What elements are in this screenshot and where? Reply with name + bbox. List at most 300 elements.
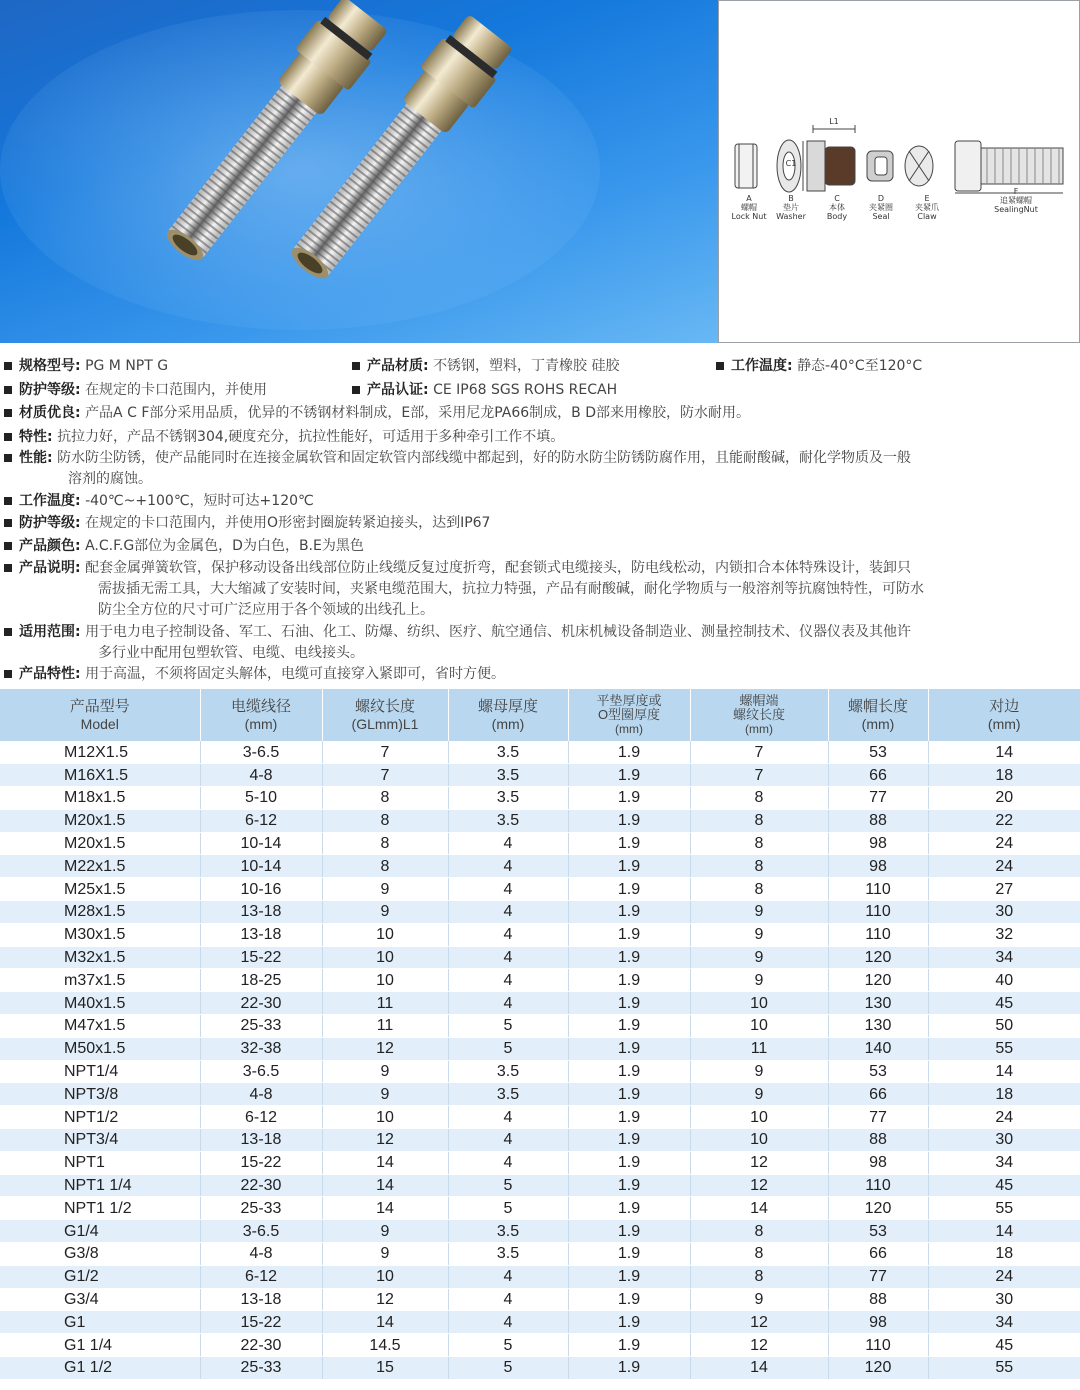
cell-model: M30x1.5 [0,923,200,946]
cell-washer-thickness: 1.9 [568,1106,690,1129]
cell-nut-thickness: 3.5 [448,1220,568,1243]
cell-nut-thickness: 4 [448,832,568,855]
cell-across-flats: 45 [928,1174,1080,1197]
th-washer-thickness: 平垫厚度或 O型圈厚度 (mm) [568,689,690,741]
table-row [0,1037,1080,1060]
bullet-icon [4,386,12,394]
cell-washer-thickness: 1.9 [568,1357,690,1380]
cell-cable-diameter: 32-38 [200,1037,322,1060]
bullet-icon [716,362,724,370]
cell-nut-thickness: 5 [448,1015,568,1038]
cell-washer-thickness: 1.9 [568,1037,690,1060]
th-model: 产品型号 Model [0,689,200,741]
table-row [0,1357,1080,1380]
cell-cap-length: 98 [828,1311,928,1334]
cell-washer-thickness: 1.9 [568,878,690,901]
cell-model: NPT1/2 [0,1106,200,1129]
cell-across-flats: 45 [928,1334,1080,1357]
table-row [0,1220,1080,1243]
table-row [0,878,1080,901]
cell-across-flats: 24 [928,1106,1080,1129]
table-row [0,1129,1080,1152]
th-thread-length: 螺纹长度 (GLmm)L1 [322,689,448,741]
cell-across-flats: 45 [928,992,1080,1015]
cell-thread-length: 12 [322,1129,448,1152]
cell-washer-thickness: 1.9 [568,1151,690,1174]
cell-cable-diameter: 10-14 [200,855,322,878]
cell-nut-thickness: 5 [448,1174,568,1197]
cell-across-flats: 14 [928,1060,1080,1083]
table-row [0,764,1080,787]
cell-thread-length: 10 [322,923,448,946]
cable-gland-illustration [0,0,718,343]
cell-thread-length: 10 [322,946,448,969]
cell-thread-length: 9 [322,901,448,924]
part-label-c: C 本体 Body [826,194,848,221]
cell-thread-length: 9 [322,1060,448,1083]
cell-cap-length: 66 [828,764,928,787]
spec-feature: 特性: 抗拉力好，产品不锈钢304,硬度充分，抗拉性能好，可适用于多种牵引工作不填。 [0,427,1080,448]
cell-cap-thread-length: 7 [690,741,828,764]
parts-drawing [719,1,1080,344]
cell-nut-thickness: 4 [448,901,568,924]
cell-cable-diameter: 6-12 [200,1106,322,1129]
cell-thread-length: 11 [322,992,448,1015]
cell-cap-length: 88 [828,1288,928,1311]
cell-washer-thickness: 1.9 [568,741,690,764]
cell-nut-thickness: 3.5 [448,1060,568,1083]
table-row [0,1015,1080,1038]
cell-cable-diameter: 15-22 [200,946,322,969]
cell-washer-thickness: 1.9 [568,1311,690,1334]
cell-thread-length: 15 [322,1357,448,1380]
cell-model: G1 1/2 [0,1357,200,1380]
dim-c1-label: C1 [785,159,797,168]
bullet-icon [4,519,12,527]
table-row [0,809,1080,832]
cell-cable-diameter: 4-8 [200,1083,322,1106]
cell-cap-length: 98 [828,855,928,878]
cell-washer-thickness: 1.9 [568,1288,690,1311]
cell-washer-thickness: 1.9 [568,832,690,855]
cell-thread-length: 9 [322,1083,448,1106]
cell-cable-diameter: 22-30 [200,992,322,1015]
table-row [0,1288,1080,1311]
cell-cap-thread-length: 9 [690,923,828,946]
cell-cable-diameter: 4-8 [200,764,322,787]
spec-scope: 适用范围: 用于电力电子控制设备、军工、石油、化工、防爆、纺织、医疗、航空通信、机床机械设备制造业、测量控制技术、仪器仪表及其他许 [0,622,1080,643]
exploded-parts-diagram [718,0,1080,343]
cell-cap-thread-length: 10 [690,1015,828,1038]
cell-thread-length: 14 [322,1174,448,1197]
cell-nut-thickness: 3.5 [448,741,568,764]
cell-model: m37x1.5 [0,969,200,992]
cell-cap-thread-length: 9 [690,1083,828,1106]
cell-model: G1/4 [0,1220,200,1243]
cell-nut-thickness: 4 [448,969,568,992]
cell-nut-thickness: 3.5 [448,809,568,832]
cell-cap-thread-length: 12 [690,1311,828,1334]
cell-cap-length: 77 [828,787,928,810]
cell-cable-diameter: 10-16 [200,878,322,901]
part-label-e: E 夹紧爪 Claw [915,194,939,221]
cell-cable-diameter: 10-14 [200,832,322,855]
cell-nut-thickness: 3.5 [448,787,568,810]
cell-cap-thread-length: 8 [690,878,828,901]
cell-across-flats: 30 [928,901,1080,924]
cell-washer-thickness: 1.9 [568,1197,690,1220]
cell-model: M25x1.5 [0,878,200,901]
cell-across-flats: 24 [928,1265,1080,1288]
cell-nut-thickness: 4 [448,1151,568,1174]
cell-model: NPT1/4 [0,1060,200,1083]
cell-across-flats: 18 [928,1083,1080,1106]
cell-cable-diameter: 6-12 [200,1265,322,1288]
cell-nut-thickness: 3.5 [448,1243,568,1266]
cell-cap-length: 140 [828,1037,928,1060]
cell-across-flats: 24 [928,832,1080,855]
cell-cap-length: 130 [828,992,928,1015]
bullet-icon [4,497,12,505]
cell-cable-diameter: 15-22 [200,1311,322,1334]
cell-cable-diameter: 13-18 [200,923,322,946]
cell-thread-length: 9 [322,1243,448,1266]
th-cap-thread-length: 螺帽端 螺纹长度 (mm) [690,689,828,741]
cell-nut-thickness: 3.5 [448,764,568,787]
table-row [0,901,1080,924]
cell-washer-thickness: 1.9 [568,992,690,1015]
cell-cap-length: 53 [828,741,928,764]
cell-cap-thread-length: 9 [690,1060,828,1083]
table-row [0,1174,1080,1197]
spec-performance: 性能: 防水防尘防锈，使产品能同时在连接金属软管和固定软管内部线缆中都起到，好的防水防尘防锈防腐作用，且能耐酸碱，耐化学物质及一般 [0,448,1080,469]
cell-washer-thickness: 1.9 [568,1129,690,1152]
cell-cap-thread-length: 8 [690,1243,828,1266]
cell-cable-diameter: 4-8 [200,1243,322,1266]
cell-nut-thickness: 5 [448,1037,568,1060]
cell-model: M20x1.5 [0,809,200,832]
cell-model: M32x1.5 [0,946,200,969]
cell-cable-diameter: 15-22 [200,1151,322,1174]
bullet-icon [352,362,360,370]
cell-washer-thickness: 1.9 [568,1243,690,1266]
cell-across-flats: 18 [928,1243,1080,1266]
cell-model: M18x1.5 [0,787,200,810]
cell-washer-thickness: 1.9 [568,787,690,810]
spec-table [0,689,1080,1380]
cell-washer-thickness: 1.9 [568,855,690,878]
cell-cap-thread-length: 12 [690,1334,828,1357]
cell-thread-length: 12 [322,1288,448,1311]
cell-thread-length: 10 [322,1106,448,1129]
cell-cable-diameter: 3-6.5 [200,741,322,764]
bullet-icon [352,386,360,394]
cell-nut-thickness: 4 [448,855,568,878]
cell-cap-thread-length: 10 [690,992,828,1015]
cell-washer-thickness: 1.9 [568,809,690,832]
cell-washer-thickness: 1.9 [568,946,690,969]
cell-across-flats: 30 [928,1288,1080,1311]
cell-cap-thread-length: 7 [690,764,828,787]
bullet-icon [4,670,12,678]
cell-nut-thickness: 4 [448,1106,568,1129]
cell-across-flats: 22 [928,809,1080,832]
cell-cap-thread-length: 9 [690,946,828,969]
cell-cap-thread-length: 8 [690,787,828,810]
cell-across-flats: 30 [928,1129,1080,1152]
cell-cap-length: 120 [828,946,928,969]
cell-washer-thickness: 1.9 [568,969,690,992]
cell-cable-diameter: 25-33 [200,1015,322,1038]
cell-across-flats: 24 [928,855,1080,878]
cell-across-flats: 34 [928,1151,1080,1174]
cell-cap-thread-length: 9 [690,969,828,992]
cell-cap-length: 110 [828,901,928,924]
table-row [0,1265,1080,1288]
cell-cap-thread-length: 8 [690,1265,828,1288]
cell-across-flats: 40 [928,969,1080,992]
cell-thread-length: 14 [322,1151,448,1174]
table-row [0,832,1080,855]
cell-cable-diameter: 3-6.5 [200,1220,322,1243]
cell-cap-thread-length: 12 [690,1151,828,1174]
cell-cap-length: 88 [828,1129,928,1152]
table-row [0,741,1080,764]
cell-model: G1/2 [0,1265,200,1288]
cell-thread-length: 8 [322,787,448,810]
cell-nut-thickness: 5 [448,1334,568,1357]
spec-characteristic: 产品特性: 用于高温，不须将固定头解体，电缆可直接穿入紧即可，省时方便。 [0,664,1080,685]
cell-cap-length: 110 [828,923,928,946]
cell-model: M28x1.5 [0,901,200,924]
table-row [0,1311,1080,1334]
cell-nut-thickness: 5 [448,1197,568,1220]
cell-nut-thickness: 3.5 [448,1083,568,1106]
spec-description-cont-2: 防尘全方位的尺寸可广泛应用于各个领域的出线孔上。 [98,602,434,618]
cell-across-flats: 14 [928,1220,1080,1243]
cell-cable-diameter: 18-25 [200,969,322,992]
cell-cap-length: 66 [828,1083,928,1106]
cell-cable-diameter: 3-6.5 [200,1060,322,1083]
cell-across-flats: 14 [928,741,1080,764]
cell-thread-length: 7 [322,764,448,787]
cell-nut-thickness: 4 [448,1288,568,1311]
cell-cap-thread-length: 10 [690,1129,828,1152]
cell-cable-diameter: 22-30 [200,1334,322,1357]
cell-thread-length: 9 [322,1220,448,1243]
cell-cap-thread-length: 8 [690,855,828,878]
cell-cap-length: 98 [828,832,928,855]
cell-cap-length: 98 [828,1151,928,1174]
cell-cap-length: 120 [828,1357,928,1380]
cell-nut-thickness: 4 [448,946,568,969]
cell-cap-length: 110 [828,878,928,901]
cell-cap-thread-length: 11 [690,1037,828,1060]
table-row [0,923,1080,946]
cell-thread-length: 14 [322,1311,448,1334]
cell-nut-thickness: 4 [448,992,568,1015]
table-header-row [0,689,1080,741]
bullet-icon [4,542,12,550]
cell-model: M40x1.5 [0,992,200,1015]
cell-thread-length: 10 [322,1265,448,1288]
cell-thread-length: 8 [322,832,448,855]
table-row [0,946,1080,969]
cell-nut-thickness: 4 [448,1129,568,1152]
spec-performance-cont: 溶剂的腐蚀。 [68,471,152,487]
cell-across-flats: 55 [928,1357,1080,1380]
table-row [0,992,1080,1015]
cell-thread-length: 8 [322,855,448,878]
cell-cap-length: 53 [828,1220,928,1243]
cell-across-flats: 18 [928,764,1080,787]
bullet-icon [4,564,12,572]
part-label-b: B 垫片 Washer [776,194,806,221]
bullet-icon [4,628,12,636]
cell-model: M47x1.5 [0,1015,200,1038]
spec-color: 产品颜色: A.C.F.G部位为金属色，D为白色，B.E为黑色 [0,536,1080,557]
th-cap-length: 螺帽长度 (mm) [828,689,928,741]
cell-cap-thread-length: 8 [690,832,828,855]
cell-cap-length: 110 [828,1334,928,1357]
cell-cap-thread-length: 8 [690,1220,828,1243]
cell-cap-length: 110 [828,1174,928,1197]
cell-model: G1 [0,1311,200,1334]
cell-model: G3/4 [0,1288,200,1311]
table-row [0,1106,1080,1129]
cell-across-flats: 27 [928,878,1080,901]
cell-washer-thickness: 1.9 [568,901,690,924]
cell-washer-thickness: 1.9 [568,1083,690,1106]
cell-model: M12X1.5 [0,741,200,764]
cell-cap-thread-length: 14 [690,1357,828,1380]
cell-thread-length: 7 [322,741,448,764]
product-photo [0,0,718,343]
cell-cap-length: 77 [828,1106,928,1129]
table-row [0,1197,1080,1220]
cell-cable-diameter: 22-30 [200,1174,322,1197]
cell-cap-length: 88 [828,809,928,832]
cell-thread-length: 9 [322,878,448,901]
part-label-f: F 追紧螺帽 SealingNut [994,187,1038,214]
cell-model: M22x1.5 [0,855,200,878]
cell-nut-thickness: 5 [448,1357,568,1380]
th-across-flats: 对边 (mm) [928,689,1080,741]
table-row [0,855,1080,878]
spec-protection: 防护等级: 在规定的卡口范围内，并使用O形密封圈旋转紧迫接头，达到IP67 [0,513,1080,534]
cell-model: M20x1.5 [0,832,200,855]
cell-cable-diameter: 13-18 [200,1129,322,1152]
cell-cap-thread-length: 9 [690,1288,828,1311]
cell-across-flats: 55 [928,1037,1080,1060]
cell-cable-diameter: 5-10 [200,787,322,810]
cell-thread-length: 11 [322,1015,448,1038]
cell-washer-thickness: 1.9 [568,1265,690,1288]
cell-across-flats: 55 [928,1197,1080,1220]
bullet-icon [4,409,12,417]
table-row [0,1060,1080,1083]
cell-model: M16X1.5 [0,764,200,787]
cell-model: NPT1 1/4 [0,1174,200,1197]
table-row [0,787,1080,810]
cell-thread-length: 12 [322,1037,448,1060]
cell-model: G3/8 [0,1243,200,1266]
cell-cap-length: 130 [828,1015,928,1038]
table-row [0,1083,1080,1106]
cell-washer-thickness: 1.9 [568,923,690,946]
cell-model: NPT3/8 [0,1083,200,1106]
cell-cap-length: 53 [828,1060,928,1083]
table-row [0,969,1080,992]
cell-model: NPT1 [0,1151,200,1174]
cell-nut-thickness: 4 [448,1265,568,1288]
spec-quality: 材质优良: 产品A C F部分采用品质，优异的不锈钢材料制成，E部，采用尼龙PA66制成，B D部来用橡胶，防水耐用。 [0,403,1080,424]
cell-cap-thread-length: 10 [690,1106,828,1129]
cell-cap-thread-length: 14 [690,1197,828,1220]
cell-across-flats: 20 [928,787,1080,810]
cell-thread-length: 14 [322,1197,448,1220]
part-label-d: D 夹紧圈 Seal [869,194,893,221]
th-cable-diameter: 电缆线径 (mm) [200,689,322,741]
th-nut-thickness: 螺母厚度 (mm) [448,689,568,741]
cell-cap-length: 120 [828,969,928,992]
cell-washer-thickness: 1.9 [568,764,690,787]
cell-cable-diameter: 25-33 [200,1197,322,1220]
cell-cable-diameter: 25-33 [200,1357,322,1380]
cell-cable-diameter: 13-18 [200,901,322,924]
cell-washer-thickness: 1.9 [568,1220,690,1243]
cell-across-flats: 50 [928,1015,1080,1038]
cell-model: NPT3/4 [0,1129,200,1152]
cell-thread-length: 10 [322,969,448,992]
cell-cable-diameter: 13-18 [200,1288,322,1311]
cell-cap-thread-length: 8 [690,809,828,832]
spec-scope-cont: 多行业中配用包塑软管、电缆、电线接头。 [98,645,364,661]
cell-nut-thickness: 4 [448,878,568,901]
cell-model: G1 1/4 [0,1334,200,1357]
bullet-icon [4,362,12,370]
cell-washer-thickness: 1.9 [568,1174,690,1197]
spec-description: 产品说明: 配套金属弹簧软管，保护移动设备出线部位防止线缆反复过度折弯，配套锁式电缆接头，防电线松动，内锁扣合本体特殊设计，装卸只 [0,558,1080,579]
table-row [0,1334,1080,1357]
cell-model: M50x1.5 [0,1037,200,1060]
cell-washer-thickness: 1.9 [568,1334,690,1357]
cell-across-flats: 34 [928,946,1080,969]
cell-thread-length: 14.5 [322,1334,448,1357]
spec-temp: 工作温度: -40℃~+100℃，短时可达+120℃ [0,491,1080,512]
cell-cap-length: 66 [828,1243,928,1266]
cell-thread-length: 8 [322,809,448,832]
cell-cap-thread-length: 9 [690,901,828,924]
table-row [0,1243,1080,1266]
cell-model: NPT1 1/2 [0,1197,200,1220]
cell-washer-thickness: 1.9 [568,1060,690,1083]
table-row [0,1151,1080,1174]
bullet-icon [4,433,12,441]
bullet-icon [4,454,12,462]
cell-washer-thickness: 1.9 [568,1015,690,1038]
cell-nut-thickness: 4 [448,1311,568,1334]
cell-nut-thickness: 4 [448,923,568,946]
cell-cable-diameter: 6-12 [200,809,322,832]
cell-cap-length: 120 [828,1197,928,1220]
cell-cap-thread-length: 12 [690,1174,828,1197]
spec-description-cont-1: 需拔插无需工具，大大缩减了安装时间，夹紧电缆范围大，抗拉力特强，产品有耐酸碱，耐化学物质与一般溶剂等抗腐蚀特性，可防水 [98,581,924,597]
cell-across-flats: 34 [928,1311,1080,1334]
dim-l1-label: L1 [829,117,839,126]
cell-across-flats: 32 [928,923,1080,946]
part-label-a: A 螺帽 Lock Nut [731,194,767,221]
